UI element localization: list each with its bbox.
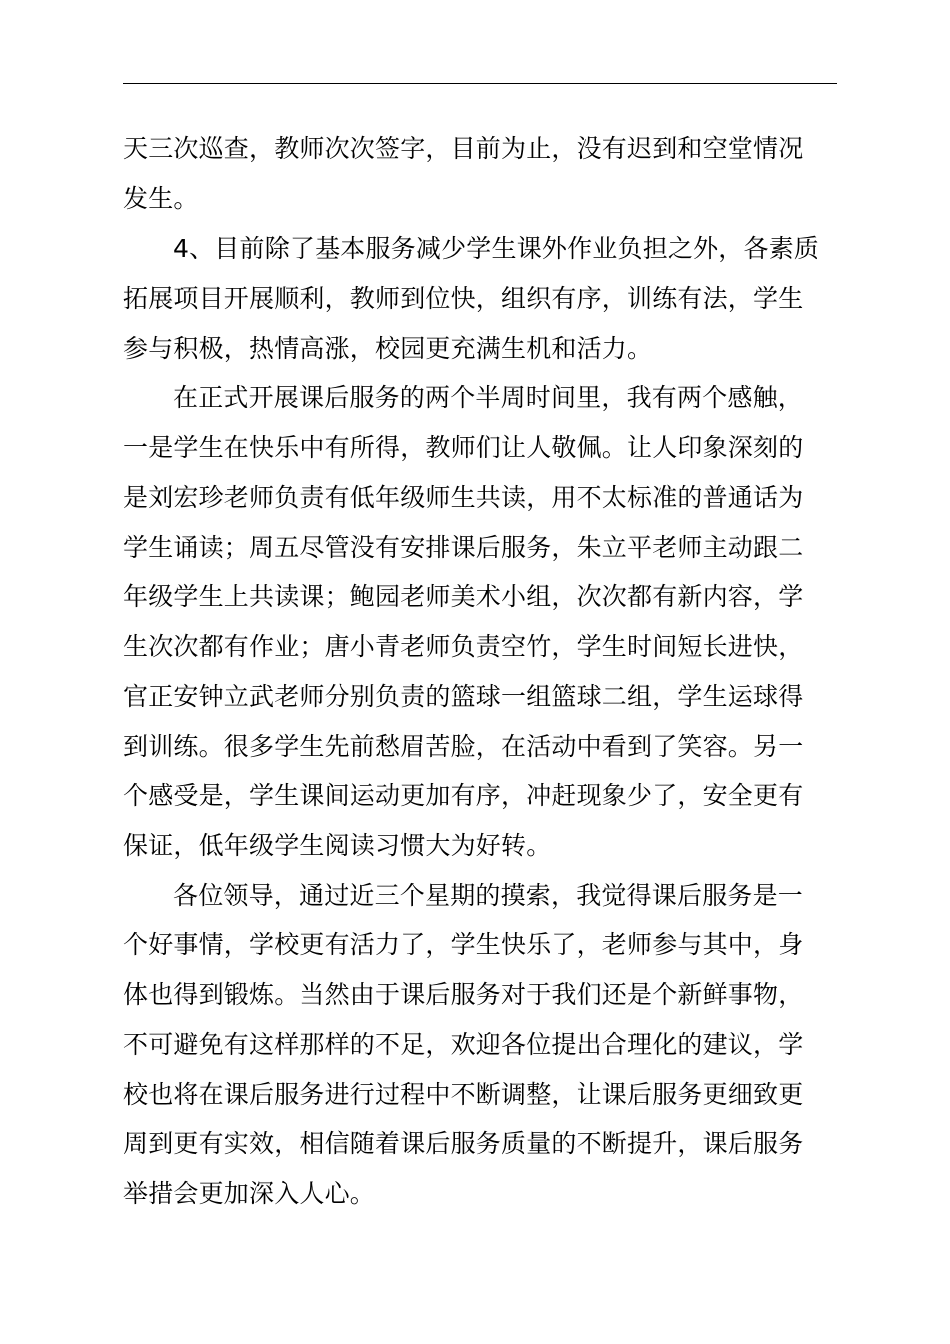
text-line: 拓展项目开展顺利，教师到位快，组织有序，训练有法，学生 [123, 284, 804, 313]
text-line: 官正安钟立武老师分别负责的篮球一组篮球二组，学生运球得 [123, 682, 804, 711]
text-line: 举措会更加深入人心。 [123, 1179, 376, 1208]
text-line: 各位领导，通过近三个星期的摸索，我觉得课后服务是一 [173, 881, 804, 910]
header-divider [123, 83, 837, 84]
text-line: 4、目前除了基本服务减少学生课外作业负担之外，各素质 [173, 234, 820, 263]
text-line: 不可避免有这样那样的不足，欢迎各位提出合理化的建议，学 [123, 1030, 804, 1059]
text-line: 个好事情，学校更有活力了，学生快乐了，老师参与其中，身 [123, 930, 804, 959]
text-line: 到训练。很多学生先前愁眉苦脸，在活动中看到了笑容。另一 [123, 732, 804, 761]
text-line: 发生。 [123, 184, 199, 213]
text-line: 周到更有实效，相信随着课后服务质量的不断提升，课后服务 [123, 1129, 804, 1158]
text-line: 校也将在课后服务进行过程中不断调整，让课后服务更细致更 [123, 1080, 804, 1109]
text-line: 年级学生上共读课；鲍园老师美术小组，次次都有新内容，学 [123, 582, 804, 611]
text-line: 参与积极，热情高涨，校园更充满生机和活力。 [123, 334, 653, 363]
text-line: 学生诵读；周五尽管没有安排课后服务，朱立平老师主动跟二 [123, 533, 804, 562]
text-line: 在正式开展课后服务的两个半周时间里，我有两个感触， [173, 383, 804, 412]
text-line: 一是学生在快乐中有所得，教师们让人敬佩。让人印象深刻的 [123, 433, 804, 462]
text-line: 生次次都有作业；唐小青老师负责空竹，学生时间短长进快， [123, 632, 804, 661]
text-line: 保证，低年级学生阅读习惯大为好转。 [123, 831, 552, 860]
text-line: 是刘宏珍老师负责有低年级师生共读，用不太标准的普通话为 [123, 483, 804, 512]
text-line: 体也得到锻炼。当然由于课后服务对于我们还是个新鲜事物， [123, 980, 804, 1009]
text-line: 天三次巡查，教师次次签字，目前为止，没有迟到和空堂情况 [123, 134, 804, 163]
text-line: 个感受是，学生课间运动更加有序，冲赶现象少了，安全更有 [123, 781, 804, 810]
